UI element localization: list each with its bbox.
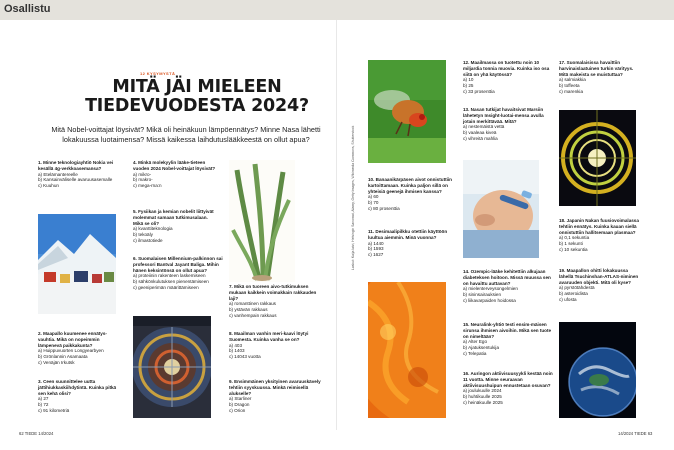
question-18 <box>559 218 641 253</box>
question-7 <box>229 284 319 319</box>
option: a) 10 <box>463 77 474 83</box>
question-title: 15. Neuralink-yhtiö testi ensim-mäisen sirunsa ihmisen aivoihin. Mikä sen tuote on nimeltään? <box>463 322 552 339</box>
question-title: 5. Fysiikan ja kemian nobelit liittyivät molemmat samaan tutkimusalaan. Mikä se oli? <box>133 209 214 226</box>
question-15 <box>463 322 555 357</box>
option: b) 72 <box>38 402 49 408</box>
ozempic-injection-photo <box>463 160 539 258</box>
option: c) ilmastotiede <box>133 237 163 243</box>
svalbard-village-photo <box>38 214 116 314</box>
photo-credit: Laskut: Kaija latvi, Helsingin Sanomat, Alamy, Getty Images, Wikimedia Commons, Shutterstock <box>351 125 355 270</box>
seagrass-illustration <box>229 160 295 282</box>
option: a) Huippuvuorten Longyearbyen <box>38 348 104 354</box>
option: a) proteiinin rakenteen laskemiseen <box>133 273 206 279</box>
option: b) tekoäly <box>133 232 153 238</box>
kicker: 12 KYSYMYSTÄ <box>140 71 176 76</box>
earth-photo <box>559 322 636 418</box>
page-number-left: 62 TIEDE 14/2024 <box>19 431 54 436</box>
option: a) 1440 <box>368 240 384 246</box>
question-title: 2. Maapallo kuumenee ennätys-vauhtia. Mikä on nopeimmin lämpenevä paikkakunta? <box>38 331 107 348</box>
question-14 <box>463 269 555 304</box>
option: b) huhtikuulle 2025 <box>463 394 502 400</box>
section-label: Osallistu <box>4 3 51 15</box>
option: c) 91 kilometriä <box>38 407 70 413</box>
question-13 <box>463 107 555 142</box>
section-header-bar <box>0 0 674 20</box>
question-10 <box>368 177 460 212</box>
option: b) sininsairauksien <box>463 292 502 298</box>
option: a) mikro- <box>133 171 152 177</box>
option: c) geeniperimän määrittämiseen <box>133 284 199 290</box>
page-number-right: 14/2024 TIEDE 63 <box>618 431 653 436</box>
option: a) pyrstötähdestä <box>559 285 595 291</box>
option: b) sähkönkulutuksen pienentämiseen <box>133 279 209 285</box>
option: b) Kansainväliselle avaruusasemalle <box>38 177 113 183</box>
option: b) 25 <box>463 83 474 89</box>
option: c) vihreitä mahlia <box>463 135 498 141</box>
question-3 <box>38 379 123 414</box>
option: b) makro- <box>133 177 153 183</box>
option: b) Ajatuksentukija <box>463 345 500 351</box>
option: c) mega-rna:n <box>133 183 162 189</box>
option: b) ystävän rakkaus <box>229 307 268 313</box>
option: c) marenkia <box>559 88 583 94</box>
question-title: 1. Minne teknologiayhtiö Nokia vei kesällä 4g-verkkoasemansa? <box>38 160 114 171</box>
question-6 <box>133 256 225 291</box>
option: a) romanttinen rakkaus <box>229 301 276 307</box>
option: b) asteroidista <box>559 291 588 297</box>
question-4 <box>133 160 218 189</box>
option: a) kvanttiteknologia <box>133 226 173 232</box>
question-19 <box>559 268 641 303</box>
page-spine <box>336 20 337 430</box>
question-title: 16. Auringon aktiivisuusyykli kestää noin 11 vuotta. Minne seuraavan aktiivisuushuipun ennustetaan osuvan? <box>463 371 553 388</box>
option: c) vanhempain rakkaus <box>229 312 277 318</box>
question-16 <box>463 371 555 406</box>
option: c) liikavarpaiden hoidossa <box>463 297 516 303</box>
option: c) 1627 <box>368 252 384 258</box>
option: c) 10 sekuntia <box>559 246 588 252</box>
option: a) joulukuulle 2024 <box>463 388 502 394</box>
option: a) mielenterveysongelmien <box>463 286 518 292</box>
option: c) 14043 vuotta <box>229 354 261 360</box>
title-line-1: MITÄ JÄI MIELEEN <box>112 77 282 97</box>
question-9 <box>229 379 321 414</box>
question-1 <box>38 160 123 189</box>
question-5 <box>133 209 218 244</box>
option: a) salmiakkia <box>559 77 586 83</box>
question-title: 19. Maapallon ohitti lokakuussa lähellä Tsuchinshan-ATLAS-niminen avaruuden objekti. Mitä oli kyse? <box>559 268 639 285</box>
option: a) 27 <box>38 396 49 402</box>
question-2 <box>38 331 123 366</box>
question-title: 13. Nasan tutkijat havaitsivat Marsiin lähetetyn Insight-luotai-mensa avulla jotain merkittävää. Mitä? <box>463 107 544 124</box>
option: c) Telepatia <box>463 350 487 356</box>
title-line-2: TIEDEVUODESTA 2024? <box>85 96 309 116</box>
lead-paragraph: Mitä Nobel-voittajat löysivät? Mikä oli heinäkuun lämpöennätys? Minne Nasa lähetti lokakuussa luotaimensa? Missä kaikessa laihdutuslääkkeestä on ollut apua? <box>51 125 321 144</box>
option: b) vaaleaa kiveä <box>463 130 497 136</box>
option: a) 0,1 sekuntia <box>559 235 590 241</box>
option: c) Orion <box>229 407 246 413</box>
sun-photo <box>368 282 446 418</box>
question-8 <box>229 331 319 360</box>
option: c) heinäkuulle 2025 <box>463 399 503 405</box>
question-title: 9. Ensimmäinen yksityinen avaruuskävely tehtiin syyskuussa. Minkä reimisellä alukselle? <box>229 379 321 396</box>
option: b) Grönlannin Asamaata <box>38 354 88 360</box>
option: a) 403 <box>229 342 243 348</box>
question-title: 17. Suomalaisissa havaittiin harvinaislaatuinen turkin värityys. Mitä makeista se muistuttaa? <box>559 60 634 77</box>
question-title: 8. Maailman vanhin meri-kaavi löytyi Suomesta. Kuinka vanha se on? <box>229 331 309 342</box>
page-title <box>62 78 332 116</box>
question-title: 14. Ozempic-lääke kehitettiin alkujaan diabeteksen hoitoon. Missä muussa sen on havaittu auttavan? <box>463 269 551 286</box>
question-title: 6. Suomalaisen Millennium-palkinnon sai professori Bantval Jayant Baliga. Mihin hänen keksintönsä on ollut apua? <box>133 256 223 273</box>
question-title: 4. Minkä molekyylin lääke-tieteen vuoden 2024 Nobel-voittajat löysivät? <box>133 160 216 171</box>
option: b) 1403 <box>229 348 245 354</box>
option: c) 80 prosenttia <box>368 205 400 211</box>
fruit-fly-photo <box>368 60 446 163</box>
option: b) 70 <box>368 200 379 206</box>
question-title: 10. Banaanikärpäsen aivot onnistuttiin kartoittamaan. Kuinka paljon sillä on yhteisiä geenejä ihmisen kanssa? <box>368 177 452 194</box>
option: b) 1593 <box>368 246 384 252</box>
option: c) 33 prosenttia <box>463 88 495 94</box>
option: b) toffeeta <box>559 83 580 89</box>
option: b) Dragon <box>229 402 250 408</box>
question-title: 7. Mikä on tuoreen aivo-tutkimuksen mukaan kaikkein voimakkain rakkauden laji? <box>229 284 317 301</box>
question-title: 18. Japanin Nakan fuusiovoimalassa tehtiin ennätys. Kuinka kauan siellä onnistuttiin hallitsemaan plasmaa? <box>559 218 639 235</box>
question-17 <box>559 60 641 95</box>
fusion-reactor-photo <box>559 110 636 206</box>
question-12 <box>463 60 555 95</box>
option: c) Venäjän Irkutsk <box>38 359 75 365</box>
option: a) Starliner <box>229 396 252 402</box>
particle-accelerator-photo <box>133 316 211 418</box>
option: b) 1 sekunti <box>559 241 583 247</box>
option: a) Etelämantereelle <box>38 171 78 177</box>
option: c) Kuuhun <box>38 183 59 189</box>
option: a) nestemäistä vettä <box>463 124 505 130</box>
question-11 <box>368 229 460 258</box>
question-title: 3. Ceen suunnittelee uutta jättihiukkaskiihdytintä. Kuinka pitkä sen kehä olisi? <box>38 379 117 396</box>
question-title: 11. Desimaalipilkku otettiin käyttöön luultua aiemmin. Minä vuonna? <box>368 229 448 240</box>
option: c) ufosta <box>559 296 577 302</box>
question-title: 12. Maailmassa on tuotettu noin 10 miljardia tonnia muovia. Kuinka iso osa siitä on yhä käytössä? <box>463 60 550 77</box>
option: a) Alter Ego <box>463 339 488 345</box>
option: a) 60 <box>368 194 379 200</box>
